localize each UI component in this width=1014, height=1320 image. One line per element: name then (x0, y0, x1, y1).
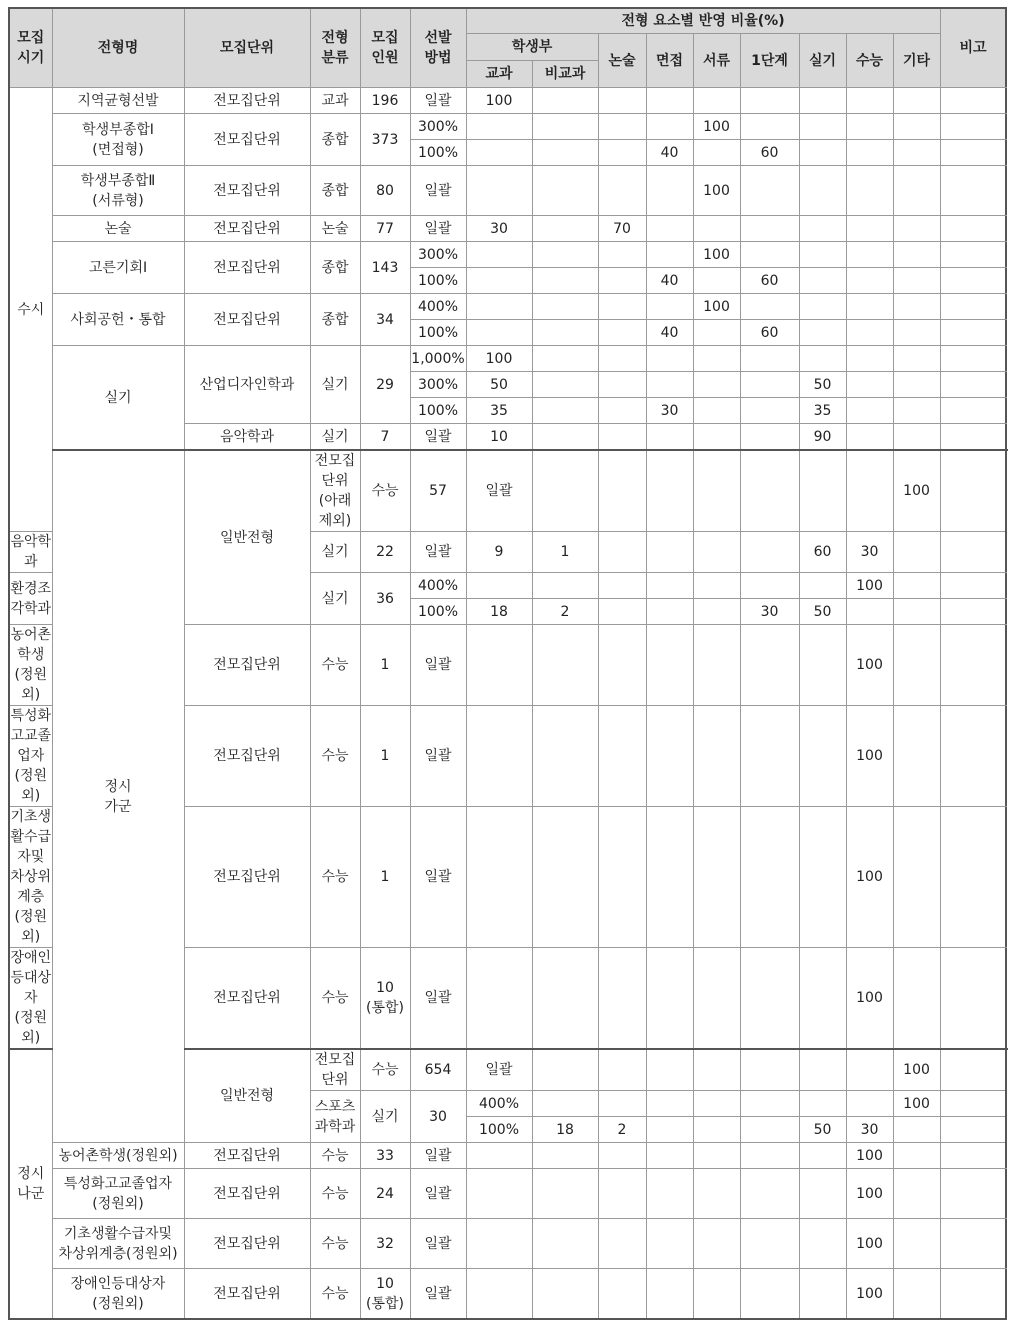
cell-subject: 18 (532, 1117, 598, 1143)
cell-essay: 70 (598, 216, 646, 242)
cell-quota: 7 (360, 424, 410, 451)
header-ratio-title: 전형 요소별 반영 비율(%) (466, 8, 940, 34)
cell-method: 100% (410, 140, 466, 166)
table-row (9, 88, 1006, 114)
admission-table (8, 7, 1007, 1320)
cell-name: 지역균형선발 (52, 88, 184, 114)
cell-method: 300% (410, 372, 466, 398)
group-susi: 수시 (9, 88, 52, 532)
cell-category: 수능 (310, 1169, 360, 1219)
cell-method: 일괄 (410, 625, 466, 706)
cell-method: 100% (466, 1117, 532, 1143)
cell-unit: 전모집단위 (184, 114, 310, 166)
cell-quota: 80 (360, 166, 410, 216)
cell-category: 교과 (310, 88, 360, 114)
cell-method: 300% (410, 242, 466, 268)
cell-category: 실기 (310, 532, 360, 573)
cell-practical: 30 (846, 1117, 893, 1143)
cell-practical: 90 (799, 424, 846, 451)
header-non-subject: 비교과 (532, 61, 598, 88)
cell-unit: 음악학과 (184, 424, 310, 451)
cell-non-subject: 2 (598, 1117, 646, 1143)
cell-suneung: 30 (846, 532, 893, 573)
cell-stage1: 30 (740, 599, 799, 625)
cell-name: 학생부종합Ⅰ (면접형) (52, 114, 184, 166)
cell-practical: 50 (799, 599, 846, 625)
cell-method: 일괄 (410, 1169, 466, 1219)
cell-unit: 산업디자인학과 (184, 346, 310, 424)
cell-quota: 196 (360, 88, 410, 114)
table-row (9, 114, 1006, 140)
table-row (9, 294, 1006, 320)
cell-unit: 전모집단위 (184, 166, 310, 216)
header-interview: 면접 (646, 34, 693, 88)
header-subject: 교과 (466, 61, 532, 88)
cell-quota: 33 (360, 1143, 410, 1169)
cell-name: 농어촌학생(정원외) (52, 1143, 184, 1169)
cell-quota: 654 (410, 1049, 466, 1091)
cell-suneung: 100 (846, 948, 893, 1050)
table-row (9, 242, 1006, 268)
cell-practical: 35 (799, 398, 846, 424)
cell-name: 일반전형 (184, 450, 310, 625)
cell-category: 수능 (310, 706, 360, 807)
group-jeongsi-na: 정시 나군 (9, 1049, 52, 1319)
header-type-name: 전형명 (52, 8, 184, 88)
cell-interview: 30 (646, 398, 693, 424)
cell-stage1: 60 (740, 140, 799, 166)
cell-name: 고른기회Ⅰ (52, 242, 184, 294)
header-documents: 서류 (693, 34, 740, 88)
cell-quota: 29 (360, 346, 410, 424)
cell-method: 일괄 (466, 450, 532, 532)
cell-quota: 373 (360, 114, 410, 166)
cell-documents: 100 (693, 114, 740, 140)
cell-documents: 100 (693, 294, 740, 320)
cell-quota: 77 (360, 216, 410, 242)
cell-method: 100% (410, 398, 466, 424)
cell-non-subject: 1 (532, 532, 598, 573)
cell-subject: 35 (466, 398, 532, 424)
cell-method: 일괄 (410, 424, 466, 451)
cell-quota: 22 (360, 532, 410, 573)
cell-subject: 100 (466, 88, 532, 114)
cell-category: 수능 (310, 1269, 360, 1320)
cell-category: 수능 (310, 807, 360, 948)
cell-name: 학생부종합Ⅱ (서류형) (52, 166, 184, 216)
cell-quota: 34 (360, 294, 410, 346)
cell-suneung: 100 (846, 807, 893, 948)
cell-method: 300% (410, 114, 466, 140)
header-quota: 모집 인원 (360, 8, 410, 88)
table-row (9, 1219, 1006, 1269)
cell-unit: 전모집단위 (184, 242, 310, 294)
header-stage1: 1단계 (740, 34, 799, 88)
cell-category: 수능 (310, 625, 360, 706)
cell-name: 논술 (52, 216, 184, 242)
cell-category: 종합 (310, 114, 360, 166)
header-unit: 모집단위 (184, 8, 310, 88)
table-row (9, 1269, 1006, 1320)
cell-unit: 전모집단위 (184, 1169, 310, 1219)
cell-category: 종합 (310, 166, 360, 216)
table-row (9, 1143, 1006, 1169)
cell-unit: 환경조각학과 (9, 573, 52, 625)
table-row (9, 346, 1006, 372)
table-row (9, 450, 1006, 532)
cell-stage1: 50 (799, 1117, 846, 1143)
cell-method: 일괄 (410, 166, 466, 216)
table-row (9, 1169, 1006, 1219)
cell-category: 실기 (310, 346, 360, 424)
cell-name: 장애인등대상자 (정원외) (9, 948, 52, 1050)
cell-name: 기초생활수급자및 차상위계층(정원외) (52, 1219, 184, 1269)
cell-category: 수능 (310, 1219, 360, 1269)
cell-unit: 전모집단위 (184, 706, 310, 807)
cell-quota: 10 (통합) (360, 1269, 410, 1320)
cell-method: 400% (466, 1091, 532, 1117)
cell-suneung: 100 (846, 1169, 893, 1219)
header-period: 모집 시기 (9, 8, 52, 88)
cell-method: 일괄 (410, 1143, 466, 1169)
cell-name: 장애인등대상자 (정원외) (52, 1269, 184, 1320)
cell-unit: 전모집단위 (184, 294, 310, 346)
header-school-record: 학생부 (466, 34, 598, 61)
cell-category: 실기 (310, 424, 360, 451)
cell-practical: 60 (799, 532, 846, 573)
cell-suneung: 100 (846, 1143, 893, 1169)
cell-category: 실기 (360, 1091, 410, 1143)
header-essay: 논술 (598, 34, 646, 88)
cell-method: 400% (410, 294, 466, 320)
cell-method: 1,000% (410, 346, 466, 372)
cell-name: 기초생활수급자및 차상위계층(정원외) (9, 807, 52, 948)
cell-name: 농어촌학생(정원외) (9, 625, 52, 706)
cell-documents: 100 (693, 242, 740, 268)
cell-quota: 32 (360, 1219, 410, 1269)
cell-subject: 9 (466, 532, 532, 573)
cell-subject: 10 (466, 424, 532, 451)
cell-suneung: 100 (846, 625, 893, 706)
table-row (9, 216, 1006, 242)
cell-suneung: 100 (893, 450, 940, 532)
cell-unit: 스포츠과학과 (310, 1091, 360, 1143)
cell-practical: 50 (799, 372, 846, 398)
header-practical: 실기 (799, 34, 846, 88)
cell-quota: 1 (360, 807, 410, 948)
header-note: 비고 (940, 8, 1006, 88)
cell-quota: 10 (통합) (360, 948, 410, 1050)
admission-table-container (8, 7, 1007, 1320)
cell-suneung: 100 (893, 1091, 940, 1117)
cell-suneung: 100 (846, 1269, 893, 1320)
cell-category: 종합 (310, 294, 360, 346)
cell-non-subject: 2 (532, 599, 598, 625)
cell-interview: 40 (646, 268, 693, 294)
cell-unit: 전모집단위 (184, 1269, 310, 1320)
cell-unit: 전모집단위 (184, 807, 310, 948)
cell-subject: 50 (466, 372, 532, 398)
cell-method: 100% (410, 268, 466, 294)
cell-method: 100% (410, 320, 466, 346)
cell-quota: 30 (410, 1091, 466, 1143)
cell-quota: 57 (410, 450, 466, 532)
cell-method: 일괄 (410, 216, 466, 242)
cell-name: 실기 (52, 346, 184, 451)
cell-method: 일괄 (410, 532, 466, 573)
cell-suneung: 100 (893, 1049, 940, 1091)
cell-category: 수능 (360, 450, 410, 532)
cell-method: 100% (410, 599, 466, 625)
cell-category: 수능 (360, 1049, 410, 1091)
cell-unit: 전모집단위 (184, 1219, 310, 1269)
cell-method: 일괄 (410, 807, 466, 948)
cell-quota: 143 (360, 242, 410, 294)
cell-documents: 100 (693, 166, 740, 216)
cell-suneung: 100 (846, 1219, 893, 1269)
header-category: 전형 분류 (310, 8, 360, 88)
group-jeongsi-ga: 정시 가군 (52, 450, 184, 1143)
cell-category: 실기 (310, 573, 360, 625)
cell-method: 일괄 (466, 1049, 532, 1091)
cell-stage1: 60 (740, 320, 799, 346)
cell-subject: 30 (466, 216, 532, 242)
cell-method: 일괄 (410, 1219, 466, 1269)
cell-method: 일괄 (410, 88, 466, 114)
cell-method: 일괄 (410, 706, 466, 807)
cell-method: 400% (410, 573, 466, 599)
cell-suneung: 100 (846, 573, 893, 599)
cell-method: 일괄 (410, 1269, 466, 1320)
cell-name: 일반전형 (184, 1049, 310, 1143)
cell-unit: 전모집단위 (184, 88, 310, 114)
header-method: 선발 방법 (410, 8, 466, 88)
cell-stage1: 60 (740, 268, 799, 294)
cell-category: 논술 (310, 216, 360, 242)
cell-unit: 전모집단위 (184, 216, 310, 242)
cell-quota: 1 (360, 625, 410, 706)
table-row (9, 166, 1006, 216)
cell-name: 사회공헌・통합 (52, 294, 184, 346)
cell-category: 수능 (310, 1143, 360, 1169)
cell-unit: 전모집단위 (184, 948, 310, 1050)
cell-name: 특성화고교졸업자 (정원외) (9, 706, 52, 807)
cell-quota: 36 (360, 573, 410, 625)
cell-unit: 전모집단위 (310, 1049, 360, 1091)
cell-name: 특성화고교졸업자 (정원외) (52, 1169, 184, 1219)
cell-quota: 24 (360, 1169, 410, 1219)
header-etc: 기타 (893, 34, 940, 88)
cell-category: 종합 (310, 242, 360, 294)
cell-unit: 음악학과 (9, 532, 52, 573)
cell-unit: 전모집단위 (184, 1143, 310, 1169)
cell-unit: 전모집단위 (아래 제외) (310, 450, 360, 532)
cell-suneung: 100 (846, 706, 893, 807)
header-suneung: 수능 (846, 34, 893, 88)
cell-interview: 40 (646, 320, 693, 346)
cell-quota: 1 (360, 706, 410, 807)
cell-method: 일괄 (410, 948, 466, 1050)
cell-subject: 18 (466, 599, 532, 625)
cell-subject: 100 (466, 346, 532, 372)
cell-unit: 전모집단위 (184, 625, 310, 706)
cell-category: 수능 (310, 948, 360, 1050)
cell-interview: 40 (646, 140, 693, 166)
